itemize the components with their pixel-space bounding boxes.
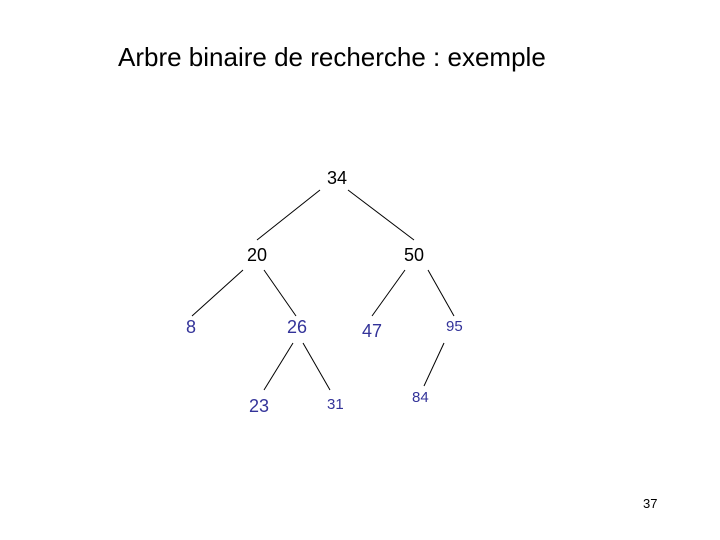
edge-26-23 — [264, 343, 293, 390]
tree-node-8: 8 — [186, 317, 197, 337]
edge-34-20 — [257, 190, 320, 240]
tree-node-23: 23 — [249, 396, 270, 416]
edge-20-26 — [264, 270, 296, 316]
tree-edges — [192, 190, 454, 390]
edge-34-50 — [348, 190, 414, 240]
edge-20-8 — [192, 270, 243, 316]
edge-50-95 — [428, 270, 454, 316]
tree-node-20: 20 — [247, 245, 268, 265]
slide-title: Arbre binaire de recherche : exemple — [118, 42, 546, 72]
tree-node-31: 31 — [327, 396, 344, 413]
tree-node-34: 34 — [327, 168, 348, 188]
edge-26-31 — [303, 343, 330, 390]
tree-node-47: 47 — [362, 321, 383, 341]
tree-node-50: 50 — [404, 245, 425, 265]
edge-95-84 — [424, 343, 444, 386]
tree-node-95: 95 — [446, 318, 463, 335]
edge-50-47 — [372, 270, 405, 316]
tree-node-26: 26 — [287, 317, 308, 337]
tree-node-84: 84 — [412, 389, 429, 406]
page-number: 37 — [643, 496, 658, 511]
